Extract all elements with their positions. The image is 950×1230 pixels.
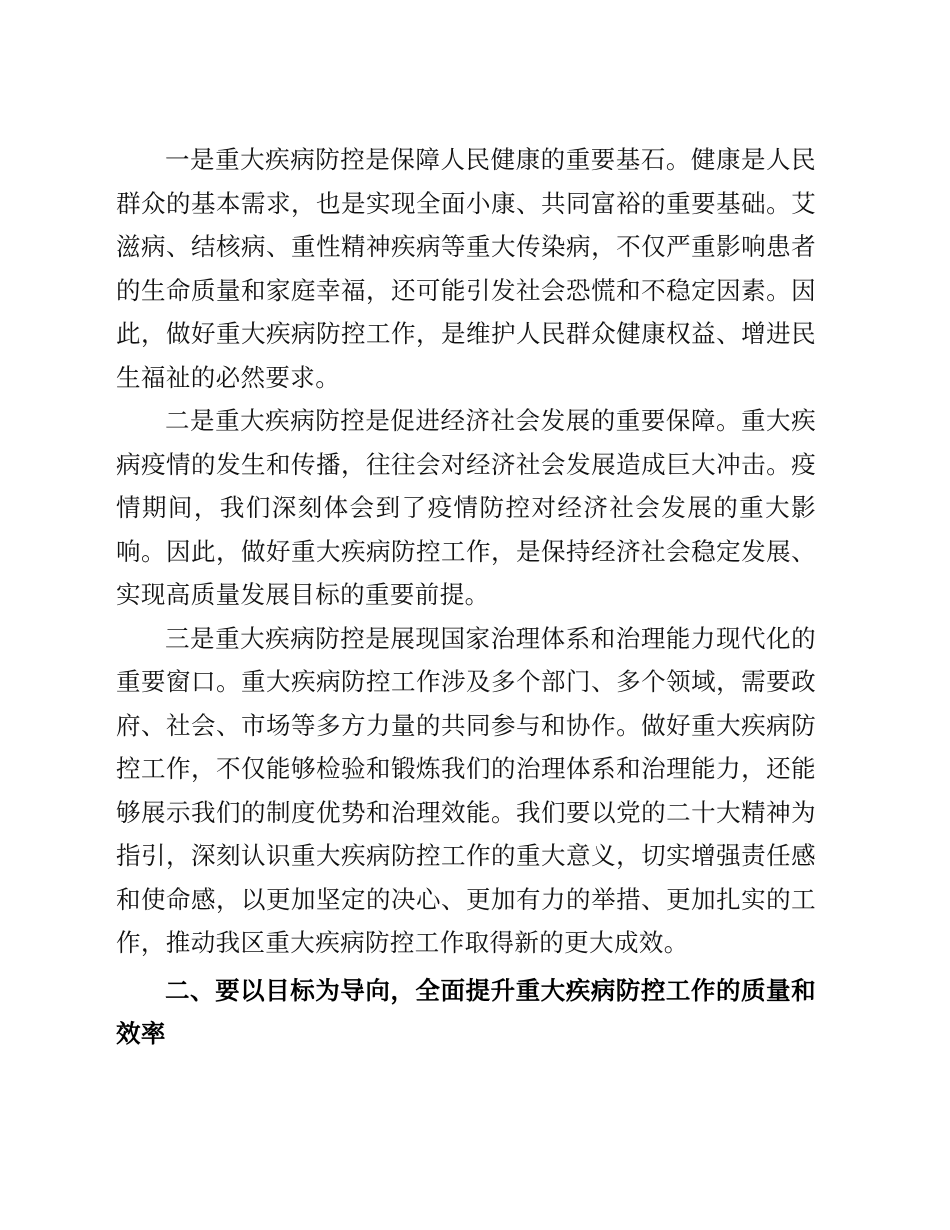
paragraph-economic-guarantee: 二是重大疾病防控是促进经济社会发展的重要保障。重大疾病疫情的发生和传播，往往会对经济社会发展造成巨大冲击。疫情期间，我们深刻体会到了疫情防控对经济社会发展的重大影响。因此，做好重大疾病防控工作，是保持经济社会稳定发展、实现高质量发展目标的重要前提。 xyxy=(116,406,816,609)
paragraph-governance-window: 三是重大疾病防控是展现国家治理体系和治理能力现代化的重要窗口。重大疾病防控工作涉及多个部门、多个领域，需要政府、社会、市场等多方力量的共同参与和协作。做好重大疾病防控工作，不仅能够检验和锻炼我们的治理体系和治理能力，还能够展示我们的制度优势和治理效能。我们要以党的二十大精神为指引，深刻认识重大疾病防控工作的重大意义，切实增强责任感和使命感，以更加坚定的决心、更加有力的举措、更加扎实的工作，推动我区重大疾病防控工作取得新的更大成效。 xyxy=(116,623,816,957)
section-heading: 二、要以目标为导向，全面提升重大疾病防控工作的质量和效率 xyxy=(116,975,816,1048)
paragraph-health-cornerstone: 一是重大疾病防控是保障人民健康的重要基石。健康是人民群众的基本需求，也是实现全面小康、共同富裕的重要基础。艾滋病、结核病、重性精神疾病等重大传染病，不仅严重影响患者的生命质量和家庭幸福，还可能引发社会恐慌和不稳定因素。因此，做好重大疾病防控工作，是维护人民群众健康权益、增进民生福祉的必然要求。 xyxy=(116,145,816,392)
document-body xyxy=(116,138,816,1056)
